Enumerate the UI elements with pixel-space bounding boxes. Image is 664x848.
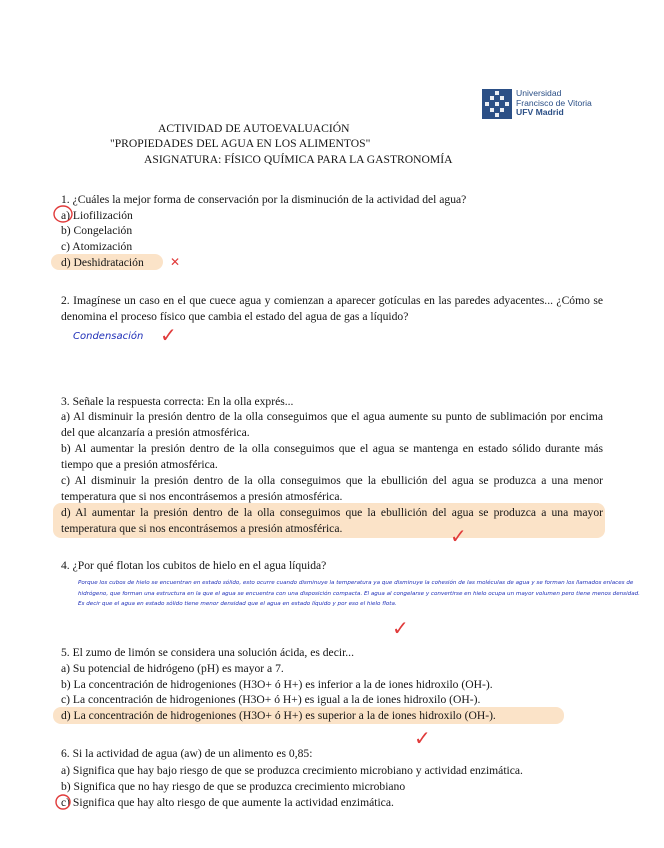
q2-question: 2. Imagínese un caso en el que cuece agua y comienzan a aparecer gotículas en las paredes adyacentes... ¿Cómo se denomina el proceso físico que cambia el estado del agua de gas a líquido? [61, 294, 603, 323]
logo-line-3: UFV Madrid [516, 107, 564, 118]
q3-question: 3. Señale la respuesta correcta: En la olla exprés... [61, 395, 294, 408]
q6-question: 6. Si la actividad de agua (aw) de un alimento es 0,85: [61, 747, 313, 760]
q1-option-b: b) Congelación [61, 224, 133, 237]
q5-check-mark: ✓ [414, 726, 431, 750]
q5-option-b: b) La concentración de hidrogeniones (H3O+ ó H+) es inferior a la de iones hidroxilo (OH-). [61, 678, 493, 691]
logo-line-2: Francisco de Vitoria [516, 97, 592, 108]
q1-option-c: c) Atomización [61, 240, 133, 253]
q5-option-d: d) La concentración de hidrogeniones (H3O+ ó H+) es superior a la de iones hidroxilo (OH-). [61, 709, 496, 722]
q3-option-c: c) Al disminuir la presión dentro de la olla conseguimos que la ebullición del agua se produzca a una menor temperatura que si nos encontrásemos a presión atmosférica. [61, 474, 603, 503]
university-logo-mark [482, 89, 512, 119]
q1-option-a: a) Liofilización [61, 209, 133, 222]
q4-question: 4. ¿Por qué flotan los cubitos de hielo en el agua líquida? [61, 559, 327, 572]
q5-option-a: a) Su potencial de hidrógeno (pH) es mayor a 7. [61, 662, 284, 675]
q5-question: 5. El zumo de limón se considera una solución ácida, es decir... [61, 646, 354, 659]
activity-subtitle: "PROPIEDADES DEL AGUA EN LOS ALIMENTOS" [110, 137, 371, 150]
q6-option-a: a) Significa que hay bajo riesgo de que se produzca crecimiento microbiano y actividad enzimática. [61, 764, 523, 777]
q1-circle-mark [52, 204, 74, 224]
q2-check-mark: ✓ [160, 323, 177, 347]
q1-wrong-mark: ✕ [170, 255, 181, 269]
subject-title: ASIGNATURA: FÍSICO QUÍMICA PARA LA GASTRONOMÍA [144, 153, 453, 166]
logo-line-1: Universidad [516, 88, 562, 98]
q1-question: 1. ¿Cuáles la mejor forma de conservación por la disminución de la actividad del agua? [61, 193, 467, 206]
q1-option-d: d) Deshidratación [61, 256, 144, 269]
q6-option-c: c) Significa que hay alto riesgo de que aumente la actividad enzimática. [61, 796, 394, 809]
q3-option-a: a) Al disminuir la presión dentro de la olla conseguimos que el agua aumente su punto de sublimación por encima del que alcanzaría a presión atmosférica. [61, 410, 603, 439]
q4-check-mark: ✓ [392, 616, 409, 640]
q3-option-b: b) Al aumentar la presión dentro de la olla conseguimos que el agua se mantenga en estado sólido durante más tiempo que a presión atmosférica. [61, 442, 603, 471]
q3-option-d: d) Al aumentar la presión dentro de la olla conseguimos que la ebullición del agua se produzca a una mayor temperatura que si nos encontrásemos a presión atmosférica. [61, 506, 603, 535]
q4-handwritten-answer: Porque los cubos de hielo se encuentran en estado sólido, esto ocurre cuando disminuye la temperatura ya que disminuye la cohesión de las moléculas de agua y se forman los llamados enlaces de hidrógeno, que forman una estructura en la que el agua se encuentra con una disposición compacta. El agua al congelarse y convertirse en hielo ocupa un mayor volumen pero tiene menos densidad. Es decir que el agua en estado sólido tiene menor densidad que el agua en estado líquido y por eso el hielo flota. [78, 580, 640, 607]
q5-option-c: c) La concentración de hidrogeniones (H3O+ ó H+) es igual a la de iones hidroxilo (OH-). [61, 693, 481, 706]
q3-check-mark: ✓ [450, 524, 467, 548]
q6-circle-mark [54, 793, 72, 811]
activity-title: ACTIVIDAD DE AUTOEVALUACIÓN [158, 122, 350, 135]
university-logo-text [516, 89, 592, 118]
q6-option-b: b) Significa que no hay riesgo de que se produzca crecimiento microbiano [61, 780, 406, 793]
q2-handwritten-answer: Condensación [73, 331, 144, 342]
